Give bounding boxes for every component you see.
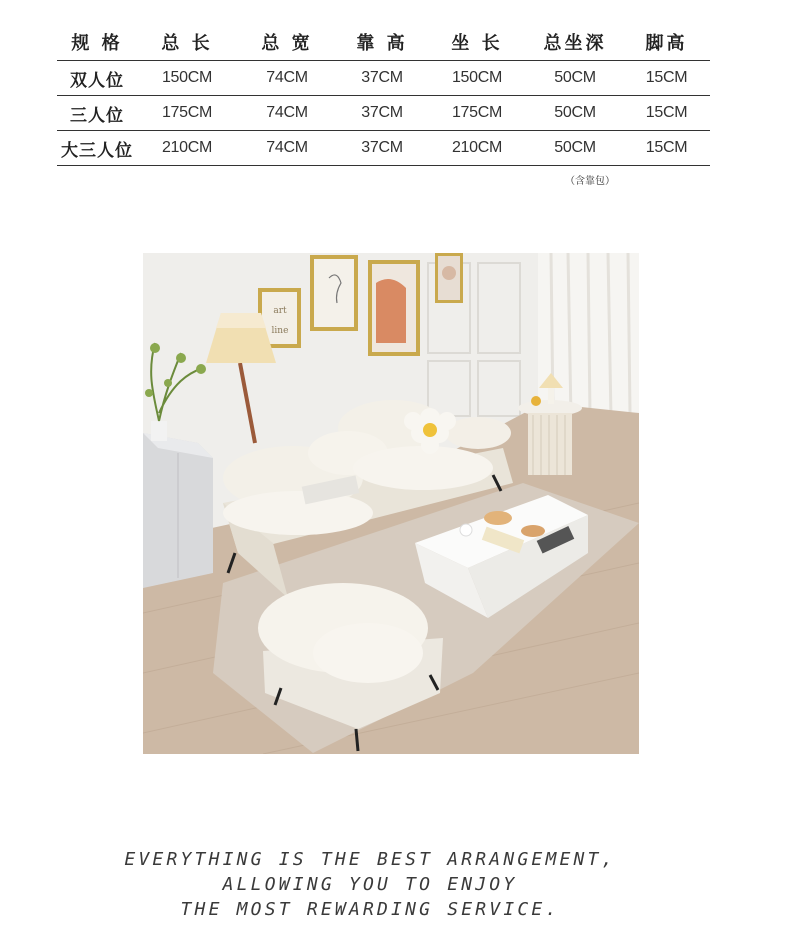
header-cell: 坐 长 <box>451 33 503 54</box>
table-cell: 双人位 <box>70 70 124 91</box>
header-cell: 规 格 <box>71 33 123 54</box>
table-cell: 50CM <box>554 104 596 121</box>
table-cell: 15CM <box>645 69 688 86</box>
art-print-text: art <box>273 306 287 316</box>
table-cell: 50CM <box>554 69 596 86</box>
header-cell: 脚高 <box>645 33 688 54</box>
table-cell: 三人位 <box>70 105 124 126</box>
table-cell: 74CM <box>266 69 308 86</box>
table-cell: 50CM <box>554 139 596 156</box>
table-cell: 210CM <box>161 139 213 156</box>
slogan-line-2: ALLOWING YOU TO ENJOY <box>222 874 518 895</box>
table-cell: 150CM <box>451 69 503 86</box>
table-cell: 37CM <box>361 69 403 86</box>
table-row <box>57 130 710 166</box>
slogan-line-3: THE MOST REWARDING SERVICE. <box>180 899 560 920</box>
slogan-line-1: EVERYTHING IS THE BEST ARRANGEMENT, <box>124 849 616 870</box>
table-cell: 175CM <box>161 104 213 121</box>
header-cell: 总坐深 <box>543 33 607 54</box>
table-cell: 175CM <box>451 104 503 121</box>
table-cell: 37CM <box>361 139 403 156</box>
table-cell: 15CM <box>645 139 688 156</box>
header-cell: 总 宽 <box>261 33 313 54</box>
product-photo <box>143 253 639 754</box>
table-cell: 210CM <box>451 139 503 156</box>
table-row <box>57 60 710 95</box>
table-cell: 15CM <box>645 104 688 121</box>
table-cell: 74CM <box>266 139 308 156</box>
header-cell: 总 长 <box>161 33 213 54</box>
art-print-text: line <box>271 326 289 336</box>
header-cell: 靠 高 <box>356 33 408 54</box>
table-cell: 37CM <box>361 104 403 121</box>
spec-table-header <box>57 24 710 60</box>
table-cell: 74CM <box>266 104 308 121</box>
table-cell: 150CM <box>161 69 213 86</box>
spec-table <box>57 24 710 166</box>
cushion-note: （含靠包） <box>565 176 615 187</box>
table-row <box>57 95 710 130</box>
table-cell: 大三人位 <box>61 140 133 161</box>
